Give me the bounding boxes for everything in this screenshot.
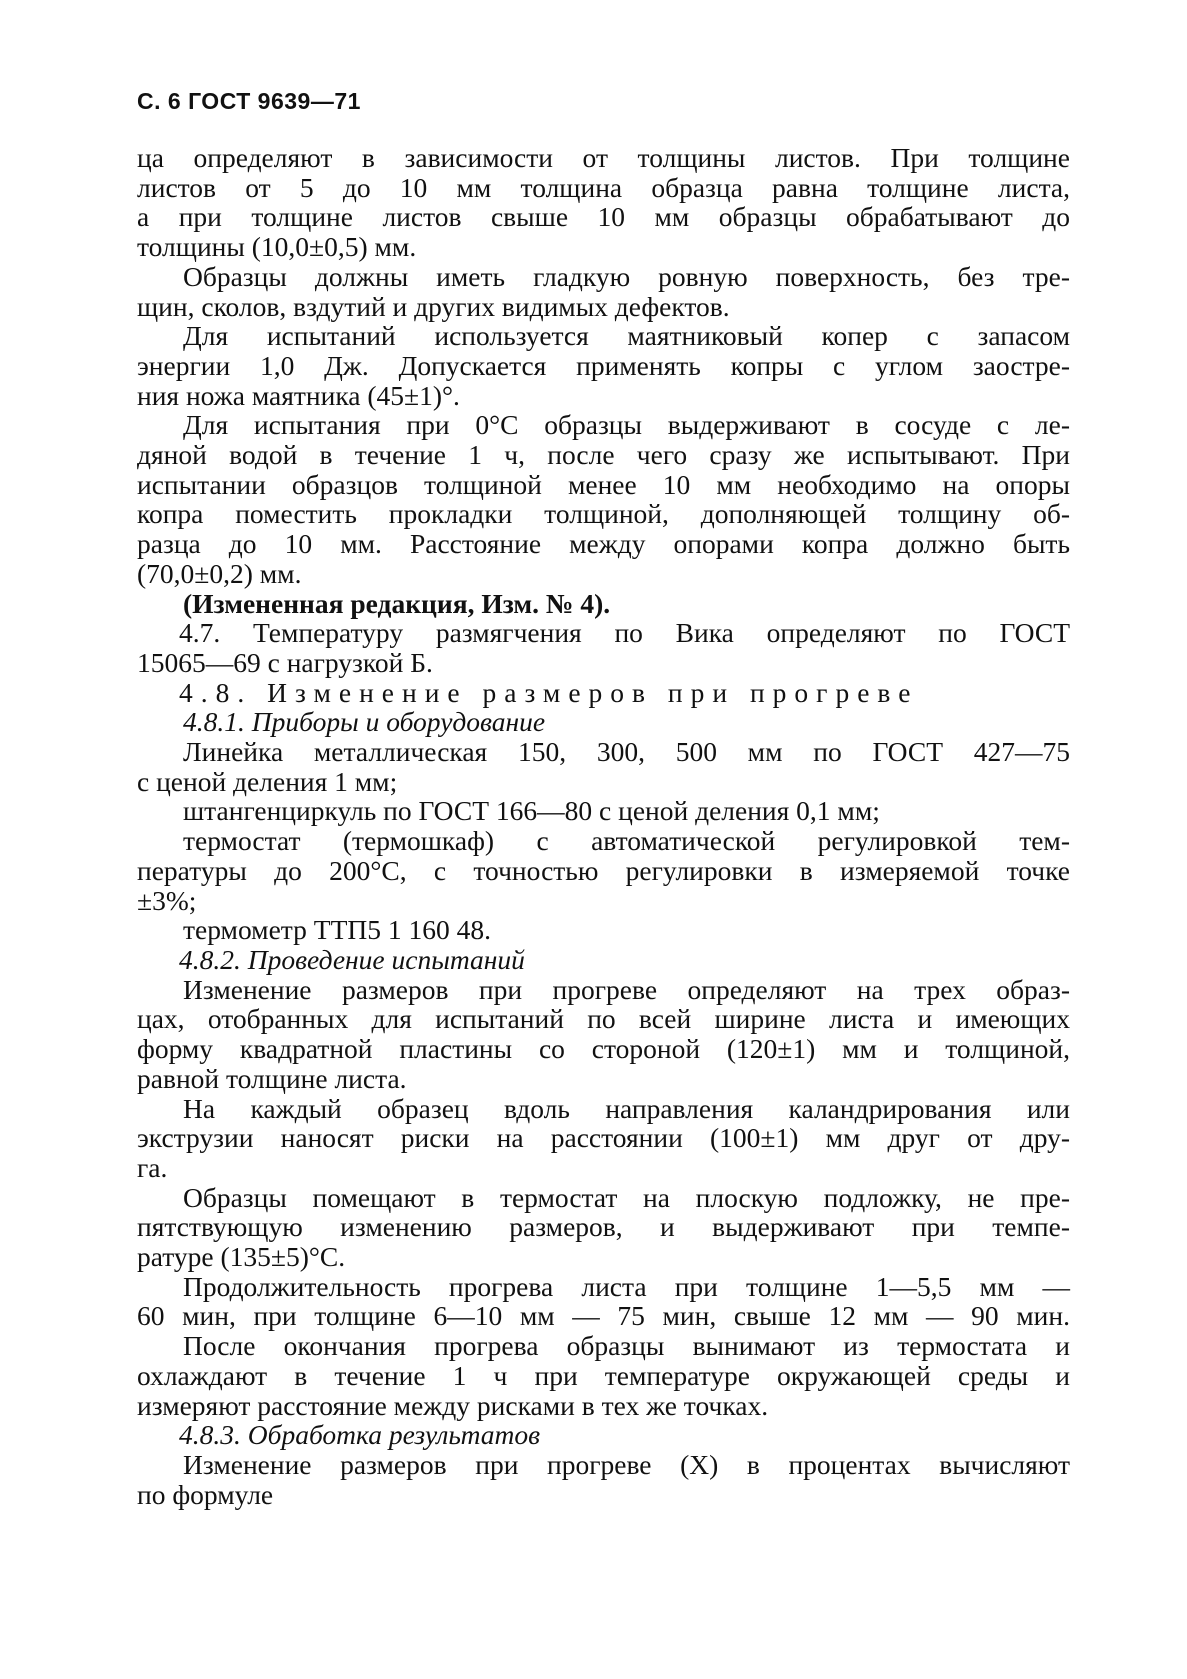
text-line: Изменение размеров при прогреве определяют на трех образ- xyxy=(183,973,1070,1005)
text-line: 4.8. Изменение размеров при прогреве xyxy=(179,676,919,708)
text-line: толщины (10,0±0,5) мм. xyxy=(137,231,417,263)
text-line: пературы до 200°С, с точностью регулировки в измеряемой точке xyxy=(137,854,1070,886)
text-line: копра поместить прокладки толщиной, дополняющей толщину об- xyxy=(137,498,1070,530)
text-line: Образцы помещают в термостат на плоскую подложку, не пре- xyxy=(183,1181,1070,1213)
text-line: (Измененная редакция, Изм. № 4). xyxy=(183,587,611,619)
text-line: ратуре (135±5)°С. xyxy=(137,1241,346,1273)
text-line: по формуле xyxy=(137,1478,274,1510)
text-line: испытании образцов толщиной менее 10 мм необходимо на опоры xyxy=(137,468,1070,500)
text-line: 60 мин, при толщине 6—10 мм — 75 мин, свыше 12 мм — 90 мин. xyxy=(137,1300,1070,1332)
text-line: пятствующую изменению размеров, и выдерживают при темпе- xyxy=(137,1211,1070,1243)
text-line: На каждый образец вдоль направления каландрирования или xyxy=(183,1092,1070,1124)
text-line: щин, сколов, вздутий и других видимых дефектов. xyxy=(137,290,730,322)
text-line: Для испытаний используется маятниковый копер с запасом xyxy=(183,320,1070,352)
text-line: а при толщине листов свыше 10 мм образцы обрабатывают до xyxy=(137,201,1070,233)
text-line: термостат (термошкаф) с автоматической регулировкой тем- xyxy=(183,825,1070,857)
text-line: Продолжительность прогрева листа при толщине 1—5,5 мм — xyxy=(183,1270,1070,1302)
text-line: охлаждают в течение 1 ч при температуре окружающей среды и xyxy=(137,1359,1070,1391)
text-line: 4.8.1. Приборы и оборудование xyxy=(183,706,546,738)
text-line: ±3%; xyxy=(137,884,197,916)
text-line: 4.7. Температуру размягчения по Вика определяют по ГОСТ xyxy=(179,617,1070,649)
text-line: ца определяют в зависимости от толщины листов. При толщине xyxy=(137,142,1070,173)
text-line: 15065—69 с нагрузкой Б. xyxy=(137,646,433,678)
text-line: После окончания прогрева образцы вынимают из термостата и xyxy=(183,1330,1070,1362)
text-line: с ценой деления 1 мм; xyxy=(137,765,398,797)
text-line: экструзии наносят риски на расстоянии (100±1) мм друг от дру- xyxy=(137,1122,1070,1154)
text-line: термометр ТТП5 1 160 48. xyxy=(183,914,491,946)
text-line: равной толщине листа. xyxy=(137,1062,407,1094)
text-line: Образцы должны иметь гладкую ровную поверхность, без тре- xyxy=(183,260,1070,292)
text-line: листов от 5 до 10 мм толщина образца равна толщине листа, xyxy=(137,171,1070,203)
text-line: га. xyxy=(137,1151,168,1183)
body-text xyxy=(137,143,1070,1509)
text-line: Для испытания при 0°С образцы выдерживают в сосуде с ле- xyxy=(183,409,1070,441)
text-line: 4.8.2. Проведение испытаний xyxy=(179,943,525,975)
text-line: энергии 1,0 Дж. Допускается применять копры с углом заостре- xyxy=(137,349,1070,381)
text-line: ния ножа маятника (45±1)°. xyxy=(137,379,460,411)
text-line: дяной водой в течение 1 ч, после чего сразу же испытывают. При xyxy=(137,439,1070,471)
text-line: цах, отобранных для испытаний по всей ширине листа и имеющих xyxy=(137,1003,1070,1035)
text-line: измеряют расстояние между рисками в тех же точках. xyxy=(137,1389,769,1421)
text-line: штангенциркуль по ГОСТ 166—80 с ценой деления 0,1 мм; xyxy=(183,795,880,827)
page-header: С. 6 ГОСТ 9639—71 xyxy=(137,88,361,114)
text-line: Изменение размеров при прогреве (X) в процентах вычисляют xyxy=(183,1448,1070,1480)
text-line: разца до 10 мм. Расстояние между опорами копра должно быть xyxy=(137,528,1070,560)
text-line: Линейка металлическая 150, 300, 500 мм по ГОСТ 427—75 xyxy=(183,736,1070,768)
text-line: (70,0±0,2) мм. xyxy=(137,557,302,589)
text-line: форму квадратной пластины со стороной (120±1) мм и толщиной, xyxy=(137,1033,1070,1065)
text-line: 4.8.3. Обработка результатов xyxy=(179,1419,541,1451)
